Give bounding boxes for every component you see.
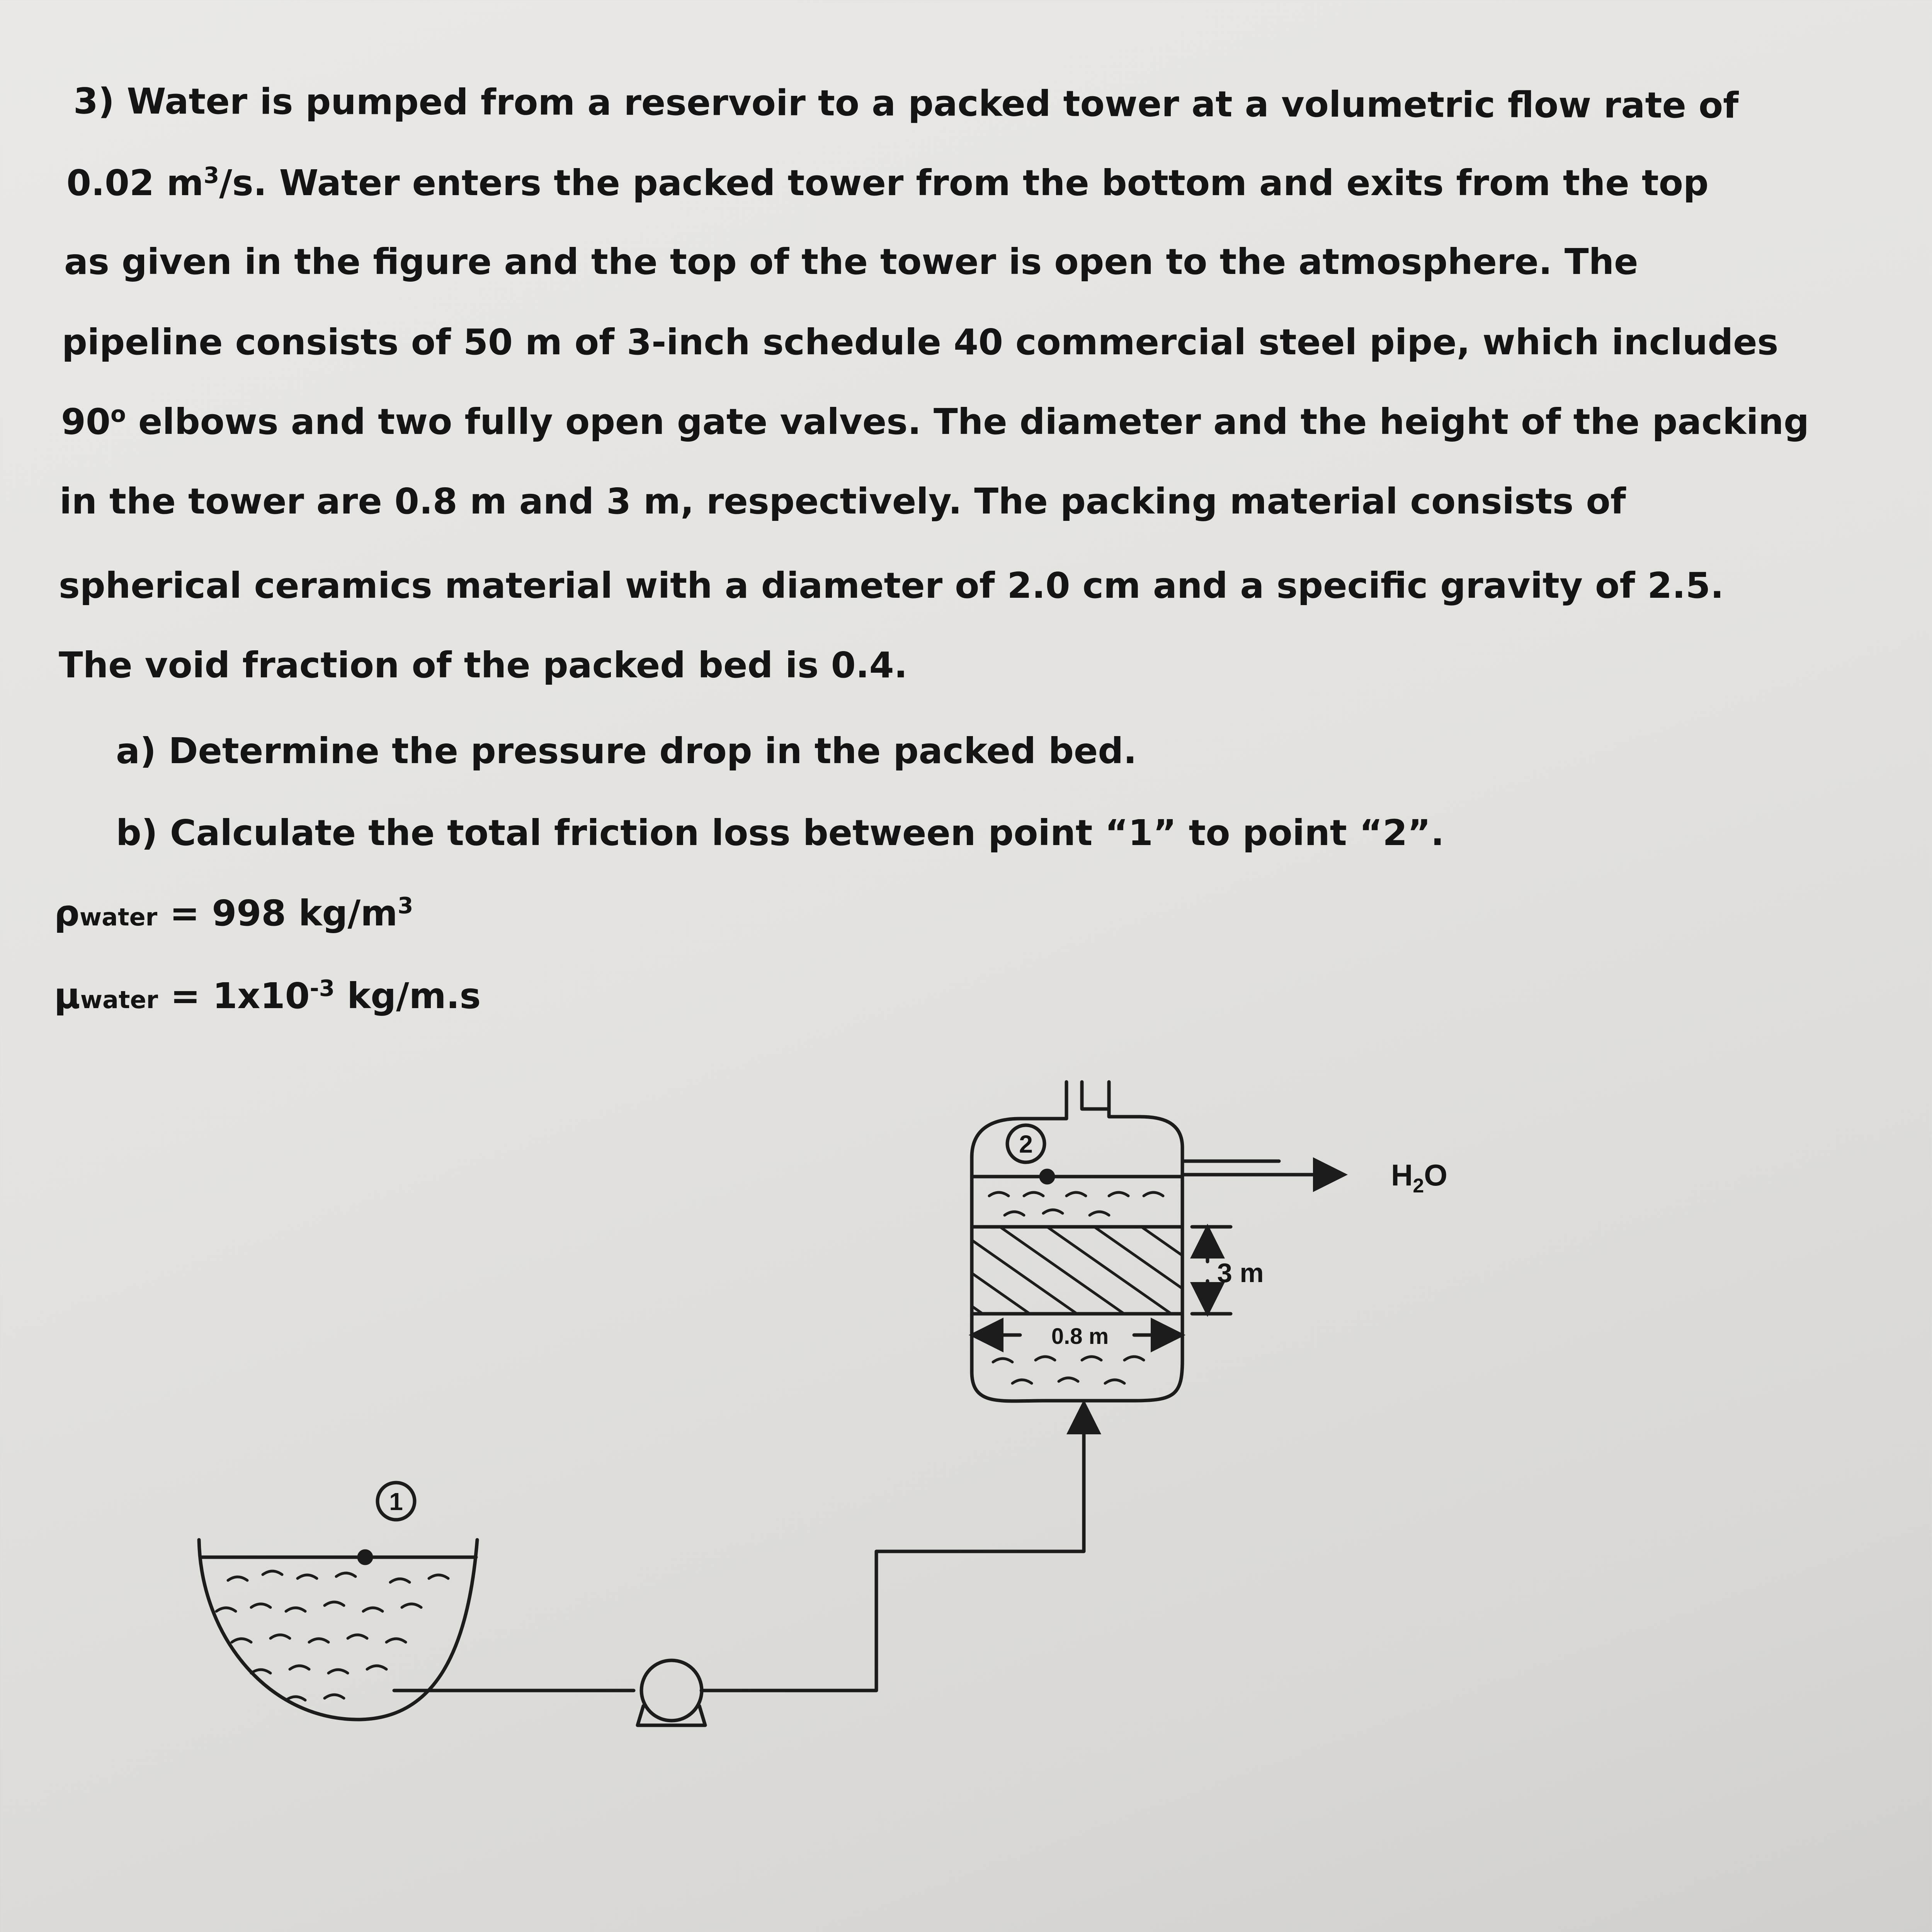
density-constant: ρwater = 998 $kg/m^3$ xyxy=(54,892,413,934)
tower-water-marks-bottom xyxy=(993,1357,1144,1383)
packing-bed xyxy=(972,1227,1182,1314)
outlet-label: $H_2O$ xyxy=(1391,1158,1447,1197)
point-1-label: 1 xyxy=(389,1488,403,1515)
problem-line-7: spherical ceramics material with a diameter of 2.0 cm and a specific gravity of 2.5. xyxy=(59,565,1724,606)
reservoir xyxy=(199,1540,477,1719)
problem-line-2: 0.02 $m^3/s$. Water enters the packed tower from the bottom and exits from the top xyxy=(66,162,1709,204)
pump-icon xyxy=(641,1660,702,1721)
reservoir-water-marks xyxy=(216,1571,448,1700)
problem-line-4: pipeline consists of 50 m of 3-inch schedule 40 commercial steel pipe, which includes xyxy=(62,321,1779,363)
problem-line-6: in the tower are 0.8 m and 3 m, respectively. The packing material consists of xyxy=(60,481,1626,522)
point-2-label: 2 xyxy=(1019,1130,1033,1158)
discharge-pipe xyxy=(701,1408,1084,1690)
problem-line-3: as given in the figure and the top of the tower is open to the atmosphere. The xyxy=(64,241,1638,282)
problem-line-8: The void fraction of the packed bed is 0.4. xyxy=(59,645,908,686)
problem-line-5: 90$^o$ elbows and two fully open gate valves. The diameter and the height of the packing xyxy=(61,401,1810,442)
height-label: 3 m xyxy=(1217,1258,1264,1288)
viscosity-constant: μwater = $1x10^{-3}$ kg/m.s xyxy=(54,975,481,1017)
diameter-label: 0.8 m xyxy=(1051,1324,1109,1349)
tower-vent xyxy=(1082,1082,1109,1109)
question-a: a) Determine the pressure drop in the packed bed. xyxy=(116,730,1137,772)
tower-water-marks-top xyxy=(989,1192,1163,1215)
question-b: b) Calculate the total friction loss between point “1” to point “2”. xyxy=(116,812,1444,854)
problem-line-1: 3) Water is pumped from a reservoir to a packed tower at a volumetric flow rate of xyxy=(73,80,1739,126)
point-2-dot xyxy=(1041,1170,1053,1183)
point-1-dot xyxy=(359,1551,371,1563)
